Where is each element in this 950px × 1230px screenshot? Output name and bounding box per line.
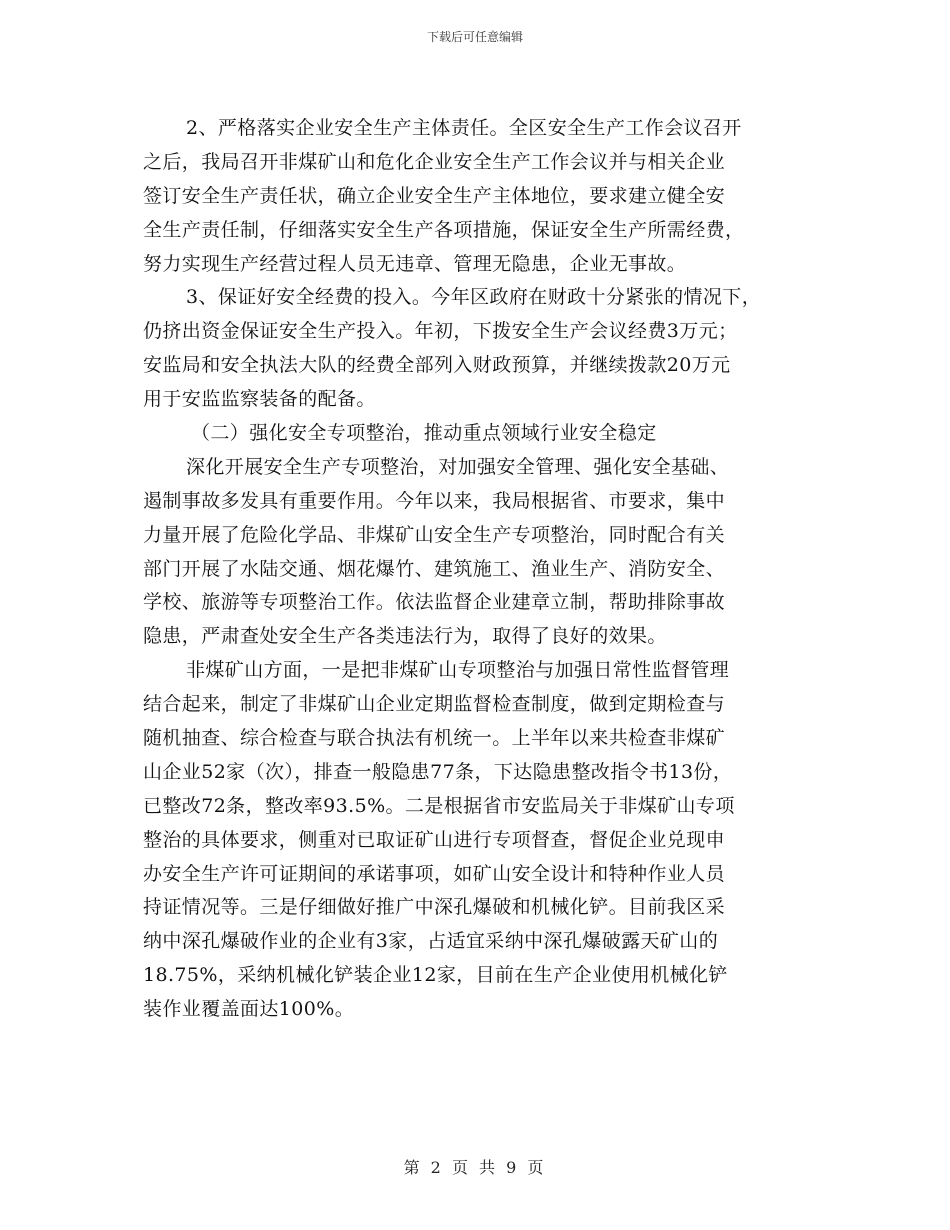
paragraph-line: 全生产责任制，仔细落实安全生产各项措施，保证安全生产所需经费，: [143, 218, 745, 241]
paragraph-line: 之后，我局召开非煤矿山和危化企业安全生产工作会议并与相关企业: [143, 150, 726, 173]
paragraph-line: 随机抽查、综合检查与联合执法有机统一。上半年以来共检查非煤矿: [143, 727, 726, 750]
paragraph-line: 学校、旅游等专项整治工作。依法监督企业建章立制，帮助排除事故: [143, 591, 726, 614]
paragraph-line: 力量开展了危险化学品、非煤矿山安全生产专项整治，同时配合有关: [143, 523, 726, 546]
page-header: 下载后可任意编辑: [426, 30, 523, 44]
paragraph-line: 仍挤出资金保证安全生产投入。年初，下拨安全生产会议经费3万元；: [143, 320, 738, 343]
paragraph-line: 结合起来，制定了非煤矿山企业定期监督检查制度，做到定期检查与: [143, 693, 726, 716]
page-footer: 第 2 页 共 9 页: [403, 1158, 547, 1177]
paragraph-line: 18.75%，采纳机械化铲装企业12家，目前在生产企业使用机械化铲: [143, 964, 728, 987]
paragraph-line: 隐患，严肃查处安全生产各类违法行为，取得了良好的效果。: [143, 625, 667, 648]
paragraph-line: 持证情况等。三是仔细做好推广中深孔爆破和机械化铲。目前我区采: [143, 896, 726, 919]
paragraph-line: 2、严格落实企业安全生产主体责任。全区安全生产工作会议召开: [186, 117, 742, 139]
document-body: [143, 112, 827, 1027]
paragraph-line: 用于安监监察装备的配备。: [143, 388, 376, 411]
paragraph-line: 部门开展了水陆交通、烟花爆竹、建筑施工、渔业生产、消防安全、: [143, 557, 726, 580]
paragraph-line: 努力实现生产经营过程人员无违章、管理无隐患，企业无事故。: [143, 252, 687, 275]
paragraph-line: 装作业覆盖面达100%。: [143, 998, 355, 1021]
paragraph-line: 3、保证好安全经费的投入。今年区政府在财政十分紧张的情况下，: [186, 286, 762, 309]
paragraph-line: 深化开展安全生产专项整治，对加强安全管理、强化安全基础、: [186, 455, 730, 478]
paragraph-line: 遏制事故多发具有重要作用。今年以来，我局根据省、市要求，集中: [143, 489, 726, 512]
paragraph-line: 签订安全生产责任状，确立企业安全生产主体地位，要求建立健全安: [143, 184, 726, 207]
paragraph-line: 安监局和安全执法大队的经费全部列入财政预算，并继续拨款20万元: [143, 354, 731, 377]
section-heading: （二）强化安全专项整治，推动重点领域行业安全稳定: [191, 422, 657, 445]
paragraph-line: 纳中深孔爆破作业的企业有3家，占适宜采纳中深孔爆破露天矿山的: [143, 930, 719, 953]
paragraph-line: 山企业52家（次），排查一般隐患77条，下达隐患整改指令书13份，: [143, 760, 733, 783]
paragraph-line: 非煤矿山方面，一是把非煤矿山专项整治与加强日常性监督管理: [186, 659, 730, 682]
paragraph-line: 已整改72条，整改率93.5%。二是根据省市安监局关于非煤矿山专项: [143, 794, 735, 817]
paragraph-line: 办安全生产许可证期间的承诺事项，如矿山安全设计和特种作业人员: [143, 862, 726, 885]
paragraph-line: 整治的具体要求，侧重对已取证矿山进行专项督查，督促企业兑现申: [143, 828, 726, 851]
